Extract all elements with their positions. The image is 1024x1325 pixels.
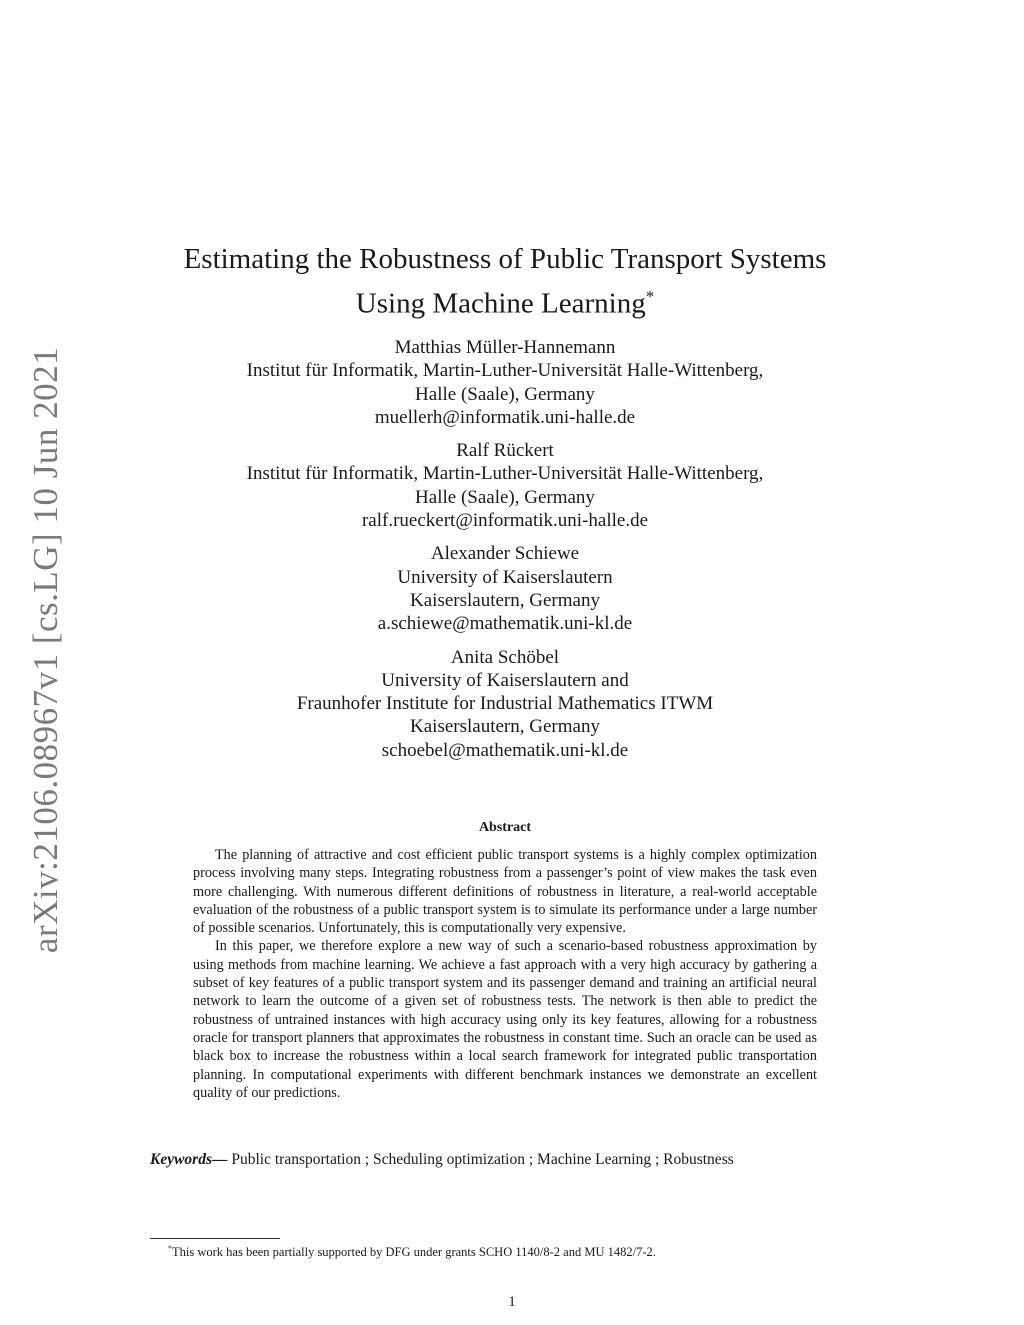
arxiv-identifier-stamp (22, 346, 70, 954)
title-line-1: Estimating the Robustness of Public Transport Systems (183, 243, 827, 275)
author-block (150, 542, 860, 635)
footnote-text: This work has been partially supported by DFG under grants SCHO 1140/8-2 and MU 1482/7-2. (172, 1245, 656, 1260)
author-email: schoebel@mathematik.uni-kl.de (381, 739, 629, 761)
abstract-paragraph: The planning of attractive and cost efficient public transport systems is a highly complex optimization process involving many steps. Integrating robustness from a passenger’s point of view makes the task even more challenging. With numerous different definitions of robustness in literature, a real-world acceptable evaluation of the robustness of a public transport system is to simulate its performance under a large number of possible scenarios. Unfortunately, this is computationally very expensive. (193, 847, 817, 937)
arxiv-id-text: arXiv:2106.08967v1 [cs.LG] 10 Jun 2021 (26, 346, 65, 954)
author-affiliation: Halle (Saale), Germany (415, 486, 595, 508)
author-email: a.schiewe@mathematik.uni-kl.de (377, 613, 633, 635)
keywords-label: Keywords— (150, 1151, 228, 1168)
author-affiliation: Institut für Informatik, Martin-Luther-Universität Halle-Wittenberg, (246, 360, 764, 382)
author-affiliation: Fraunhofer Institute for Industrial Mathematics ITWM (296, 693, 714, 715)
title-line-2: Using Machine Learning* (355, 287, 655, 320)
author-name: Matthias Müller-Hannemann (394, 337, 616, 358)
abstract-paragraph: In this paper, we therefore explore a new way of such a scenario-based robustness approximation by using methods from machine learning. We achieve a fast approach with a very high accuracy by gathering a subset of key features of a public transport system and its passenger demand and training an artificial neural network to learn the outcome of a given set of robustness tests. The network is then able to predict the robustness of untrained instances with high accuracy using only its key features, allowing for a robustness oracle for transport planners that approximates the robustness in constant time. Such an oracle can be used as black box to increase the robustness within a local search framework for integrated public transportation planning. In computational experiments with different benchmark instances we demonstrate an excellent quality of our predictions. (193, 938, 817, 1101)
author-name: Anita Schöbel (450, 646, 560, 668)
title-footnote-mark: * (645, 287, 655, 306)
paper-title (150, 240, 860, 323)
author-block (150, 646, 860, 762)
footnote-divider (150, 1238, 280, 1239)
author-affiliation: University of Kaiserslautern (397, 566, 613, 588)
author-name: Ralf Rückert (456, 440, 554, 462)
author-affiliation: University of Kaiserslautern and (381, 669, 629, 691)
abstract-heading: Abstract (478, 820, 532, 835)
author-affiliation: Institut für Informatik, Martin-Luther-Universität Halle-Wittenberg, (246, 463, 764, 485)
page-number: 1 (508, 1294, 516, 1310)
author-email: ralf.rueckert@informatik.uni-halle.de (361, 510, 648, 532)
author-list (150, 336, 860, 772)
author-affiliation: Halle (Saale), Germany (415, 383, 595, 405)
keywords-text: Public transportation ; Scheduling optimization ; Machine Learning ; Robustness (227, 1151, 734, 1168)
author-block (150, 439, 860, 532)
abstract-body (193, 846, 817, 1102)
keywords-line (150, 1150, 870, 1170)
author-name: Alexander Schiewe (430, 543, 580, 565)
footnote-mark: * (168, 1244, 172, 1253)
author-affiliation: Kaiserslautern, Germany (410, 589, 600, 611)
author-block (150, 336, 860, 429)
footnote (168, 1244, 656, 1260)
author-affiliation: Kaiserslautern, Germany (410, 716, 600, 738)
author-email: muellerh@informatik.uni-halle.de (374, 406, 636, 428)
